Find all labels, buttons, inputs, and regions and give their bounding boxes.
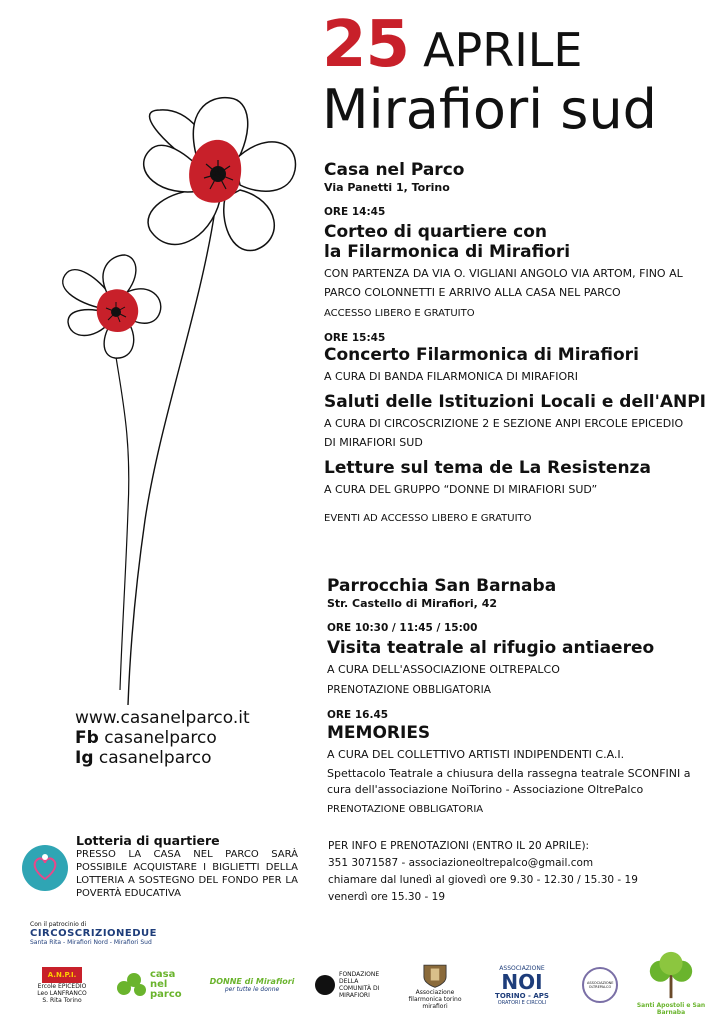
instagram-handle: casanelparco [98,748,212,768]
venue-address: Via Panetti 1, Torino [324,181,450,194]
santi-apostoli-logo [636,950,706,1016]
filarmonica-crest-icon [418,960,452,989]
anpi-logo [34,960,90,1010]
donne-sub: per tutte le donne [224,986,280,993]
venue-name: Parrocchia San Barnaba [327,576,557,596]
anpi-sub: Ercole EPICEDIO [37,982,87,990]
anpi-sub3: S. Rita Torino [42,996,82,1004]
event-description-line: DI MIRAFIORI SUD [324,436,423,449]
event-title [324,222,709,262]
event-description [324,414,709,452]
contact-links [75,708,250,768]
event-note: EVENTI AD ACCESSO LIBERO E GRATUITO [324,513,532,524]
event-title: MEMORIES [327,723,431,743]
event-note: PRENOTAZIONE OBBLIGATORIA [327,804,484,815]
info-line: venerdì ore 15.30 - 19 [328,891,446,903]
anpi-sub2: Leo LANFRANCO [37,989,87,997]
section-parrocchia [327,576,712,815]
large-flower-stem [128,210,215,705]
santi-apostoli-text: Santi Apostoli e San Barnaba [636,1002,706,1016]
event-time: ORE 16.45 [327,709,389,721]
event-title: Letture sul tema de La Resistenza [324,458,651,478]
event-body-line: Spettacolo Teatrale a chiusura della rassegna teatrale SCONFINI a [327,767,691,780]
event-title: Saluti delle Istituzioni Locali e dell'ANPI [324,392,707,412]
noi-torino-logo [490,960,554,1010]
noi-sub: TORINO - APS [495,991,549,1000]
event-time: ORE 10:30 / 11:45 / 15:00 [327,622,478,634]
event-title: Concerto Filarmonica di Mirafiori [324,345,639,365]
event-description: A CURA DELL'ASSOCIAZIONE OLTREPALCO [327,663,560,676]
website-link[interactable]: www.casanelparco.it [75,708,250,728]
venue-name: Casa nel Parco [324,160,465,180]
santi-apostoli-tree-icon [638,950,704,1002]
event-description-line: PARCO COLONNETTI E ARRIVO ALLA CASA NEL PARCO [324,286,621,299]
header-place: Mirafiori sud [322,78,657,141]
donne-text: DONNE di Mirafiori [209,977,295,986]
lotteria-heart-icon [22,845,68,891]
patrocinio-label: Con il patrocinio di [30,921,87,928]
patrocinio-block [30,921,157,946]
patrocinio-name: CIRCOSCRIZIONEDUE [30,928,157,939]
info-phone-email[interactable]: 351 3071587 - associazioneoltrepalco@gmail.com [328,857,594,869]
lotteria-title: Lotteria di quartiere [76,833,220,848]
instagram-link[interactable] [75,748,250,768]
lotteria-text: PRESSO LA CASA NEL PARCO SARÀ POSSIBILE ACQUISTARE I BIGLIETTI DELLA LOTTERIA A SOSTEGNO DEL FONDO PER LA POVERTÀ EDUCATIVA [76,849,298,899]
casanelparco-text: casa nel parco [150,969,182,1000]
event-description: A CURA DI BANDA FILARMONICA DI MIRAFIORI [324,370,579,383]
anpi-badge: A.N.P.I. [42,967,82,983]
event-title-line: Corteo di quartiere con [324,222,548,242]
event-note: ACCESSO LIBERO E GRATUITO [324,308,475,319]
event-description-line: CON PARTENZA DA VIA O. VIGLIANI ANGOLO VIA ARTOM, FINO AL [324,267,683,280]
event-description: A CURA DEL COLLETTIVO ARTISTI INDIPENDENTI C.A.I. [327,748,625,761]
noi-top: ASSOCIAZIONE [499,964,545,972]
event-time: ORE 14:45 [324,206,386,218]
oltrepalco-icon [582,967,618,1003]
oltrepalco-logo [580,960,620,1010]
filarmonica-logo [408,960,462,1010]
event-note: PRENOTAZIONE OBBLIGATORIA [327,684,491,696]
noi-sub2: ORATORI E CIRCOLI [497,999,547,1006]
instagram-prefix: Ig [75,748,94,768]
header-date [322,8,583,82]
donne-logo [208,960,296,1010]
fondazione-text: FONDAZIONE DELLA COMUNITÀ DI MIRAFIORI [339,971,380,999]
facebook-link[interactable] [75,728,250,748]
oltrepalco-text: ASSOCIAZIONE OLTREPALCO [587,981,614,989]
casanelparco-logo [112,960,192,1010]
patrocinio-sub: Santa Rita - Mirafiori Nord - Mirafiori Sud [30,939,152,946]
filarmonica-text: Associazione filarmonica torino mirafiori [408,989,462,1010]
casanelparco-icon [114,970,150,1000]
date-number: 25 [322,8,410,82]
date-word: APRILE [423,23,583,77]
section-casa-nel-parco [324,160,709,524]
info-block [328,838,688,906]
fondazione-icon [315,975,335,995]
event-description-line: A CURA DI CIRCOSCRIZIONE 2 E SEZIONE ANPI ERCOLE EPICEDIO [324,417,684,430]
info-line: chiamare dal lunedì al giovedì ore 9.30 - 12.30 / 15.30 - 19 [328,874,638,886]
small-flower-stem [112,330,129,690]
event-title: Visita teatrale al rifugio antiaereo [327,638,655,658]
venue-address: Str. Castello di Mirafiori, 42 [327,597,497,610]
noi-text: NOI [501,969,543,994]
fondazione-logo [314,960,384,1010]
info-line: PER INFO E PRENOTAZIONI (ENTRO IL 20 APRILE): [328,840,590,852]
poppy-illustration [50,90,310,710]
event-description [324,264,709,302]
event-title-line: la Filarmonica di Mirafiori [324,242,571,262]
event-time: ORE 15:45 [324,332,386,344]
event-body-line: cura dell'associazione NoiTorino - Associazione OltrePalco [327,783,644,796]
event-body [327,766,712,798]
facebook-handle: casanelparco [104,728,217,748]
event-description: A CURA DEL GRUPPO “DONNE DI MIRAFIORI SUD” [324,483,598,496]
facebook-prefix: Fb [75,728,99,748]
